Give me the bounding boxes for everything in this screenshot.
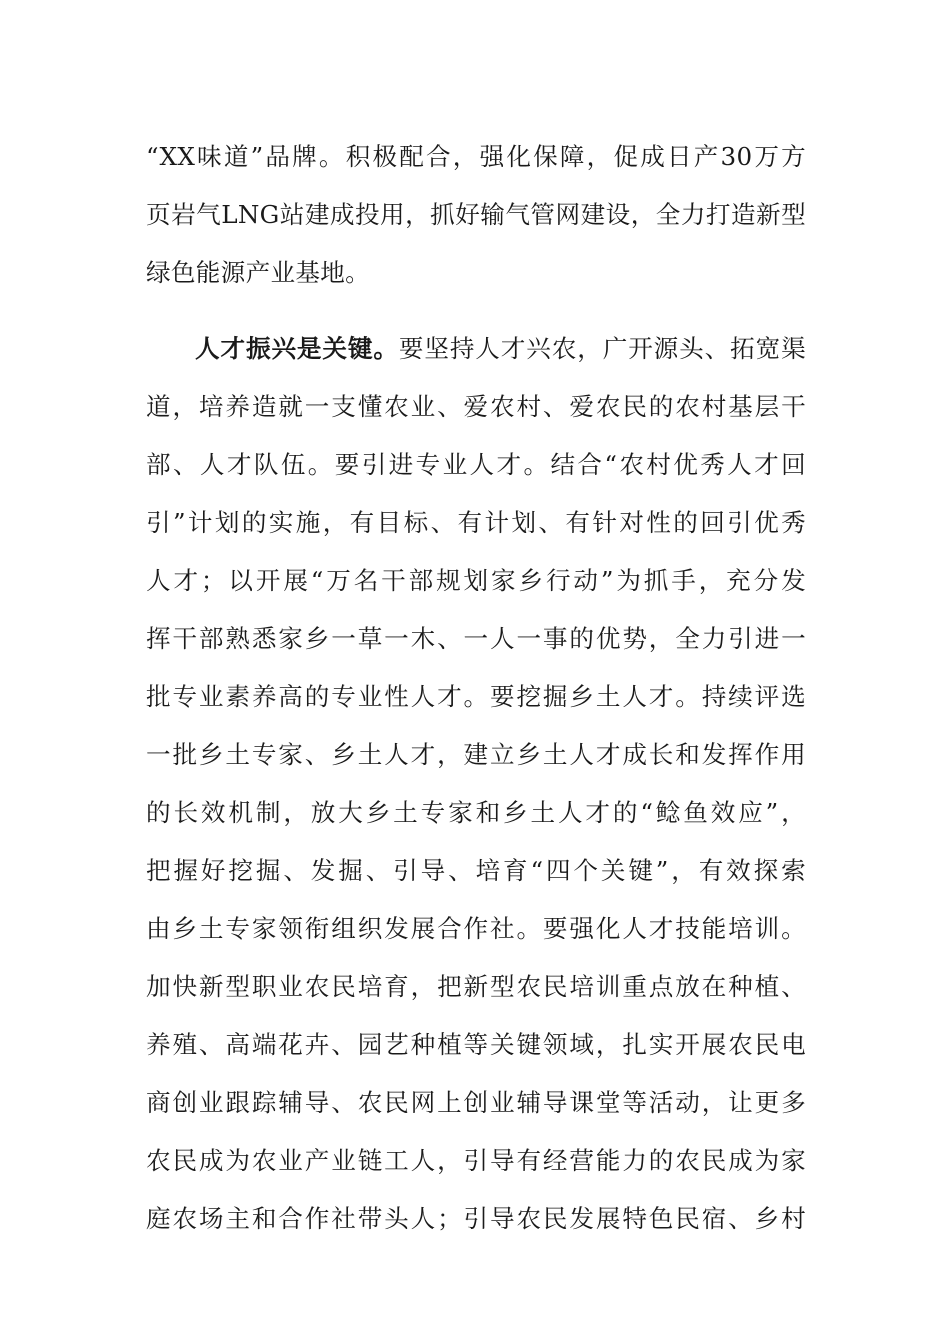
paragraph-brand-energy: [146, 128, 806, 302]
text-line: “XX味道”品牌。积极配合，强化保障，促成日产30万方: [146, 142, 806, 171]
text-line: 挥干部熟悉家乡一草一木、一人一事的优势，全力引进一: [146, 624, 806, 653]
text-line: 人才；以开展“万名干部规划家乡行动”为抓手，充分发: [146, 566, 806, 595]
text-line: 一批乡土专家、乡土人才，建立乡土人才成长和发挥作用: [146, 740, 806, 769]
text-line: 页岩气LNG站建成投用，抓好输气管网建设，全力打造新型: [146, 200, 806, 229]
document-page: [146, 128, 806, 1248]
text-line: 加快新型职业农民培育，把新型农民培训重点放在种植、: [146, 972, 806, 1001]
heading-line-rest: 要坚持人才兴农，广开源头、拓宽渠: [398, 334, 806, 363]
text-line: 绿色能源产业基地。: [146, 258, 371, 287]
text-line: 引”计划的实施，有目标、有计划、有针对性的回引优秀: [146, 508, 806, 537]
text-line: 的长效机制，放大乡土专家和乡土人才的“鲶鱼效应”，: [146, 798, 806, 827]
text-line: 道，培养造就一支懂农业、爱农村、爱农民的农村基层干: [146, 392, 806, 421]
text-line: 部、人才队伍。要引进专业人才。结合“农村优秀人才回: [146, 450, 806, 479]
text-line: 由乡土专家领衔组织发展合作社。要强化人才技能培训。: [146, 914, 806, 943]
paragraph-heading: 人才振兴是关键。: [195, 334, 399, 363]
text-line: 养殖、高端花卉、园艺种植等关键领域，扎实开展农民电: [146, 1030, 806, 1059]
text-line: 把握好挖掘、发掘、引导、培育“四个关键”，有效探索: [146, 856, 806, 885]
text-line: [146, 320, 806, 378]
paragraph-talent-revitalization: [146, 320, 806, 1248]
text-line: 批专业素养高的专业性人才。要挖掘乡土人才。持续评选: [146, 682, 806, 711]
text-line: 庭农场主和合作社带头人；引导农民发展特色民宿、乡村: [146, 1204, 806, 1233]
paragraph-spacer: [146, 302, 806, 320]
text-line: 农民成为农业产业链工人，引导有经营能力的农民成为家: [146, 1146, 806, 1175]
text-line: 商创业跟踪辅导、农民网上创业辅导课堂等活动，让更多: [146, 1088, 806, 1117]
